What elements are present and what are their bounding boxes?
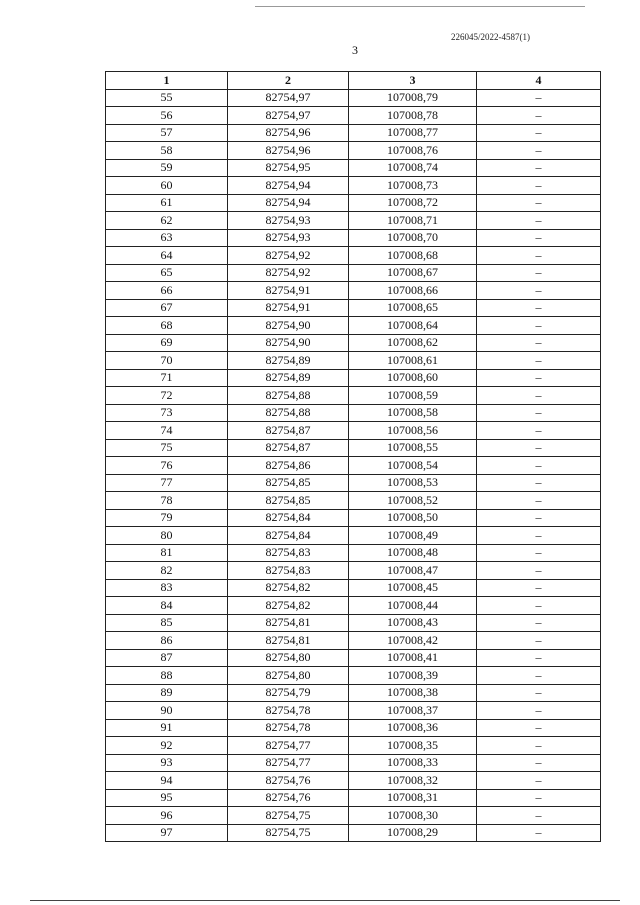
- point-number-cell: 67: [106, 299, 228, 317]
- table-row: [106, 247, 601, 265]
- table-row: [106, 124, 601, 142]
- x-coordinate-cell: 82754,76: [228, 772, 349, 790]
- x-coordinate-cell: 82754,78: [228, 719, 349, 737]
- y-coordinate-cell: 107008,30: [349, 807, 477, 825]
- y-coordinate-cell: 107008,71: [349, 212, 477, 230]
- note-cell: –: [477, 789, 601, 807]
- point-number-cell: 92: [106, 737, 228, 755]
- note-cell: –: [477, 492, 601, 510]
- table-row: [106, 369, 601, 387]
- point-number-cell: 59: [106, 159, 228, 177]
- note-cell: –: [477, 282, 601, 300]
- table-row: [106, 387, 601, 405]
- note-cell: –: [477, 124, 601, 142]
- note-cell: –: [477, 142, 601, 160]
- point-number-cell: 64: [106, 247, 228, 265]
- point-number-cell: 57: [106, 124, 228, 142]
- table-row: [106, 754, 601, 772]
- x-coordinate-cell: 82754,86: [228, 457, 349, 475]
- point-number-cell: 71: [106, 369, 228, 387]
- y-coordinate-cell: 107008,42: [349, 632, 477, 650]
- table-row: [106, 177, 601, 195]
- column-header: 3: [349, 72, 477, 90]
- table-row: [106, 527, 601, 545]
- x-coordinate-cell: 82754,79: [228, 684, 349, 702]
- point-number-cell: 81: [106, 544, 228, 562]
- x-coordinate-cell: 82754,80: [228, 649, 349, 667]
- x-coordinate-cell: 82754,85: [228, 492, 349, 510]
- point-number-cell: 90: [106, 702, 228, 720]
- y-coordinate-cell: 107008,52: [349, 492, 477, 510]
- x-coordinate-cell: 82754,78: [228, 702, 349, 720]
- note-cell: –: [477, 439, 601, 457]
- x-coordinate-cell: 82754,81: [228, 632, 349, 650]
- note-cell: –: [477, 387, 601, 405]
- point-number-cell: 73: [106, 404, 228, 422]
- point-number-cell: 91: [106, 719, 228, 737]
- x-coordinate-cell: 82754,82: [228, 597, 349, 615]
- note-cell: –: [477, 247, 601, 265]
- point-number-cell: 68: [106, 317, 228, 335]
- table-header-row: [106, 72, 601, 90]
- x-coordinate-cell: 82754,87: [228, 439, 349, 457]
- note-cell: –: [477, 107, 601, 125]
- table-row: [106, 422, 601, 440]
- y-coordinate-cell: 107008,67: [349, 264, 477, 282]
- note-cell: –: [477, 264, 601, 282]
- table-row: [106, 299, 601, 317]
- note-cell: –: [477, 334, 601, 352]
- note-cell: –: [477, 404, 601, 422]
- table-row: [106, 159, 601, 177]
- y-coordinate-cell: 107008,61: [349, 352, 477, 370]
- y-coordinate-cell: 107008,33: [349, 754, 477, 772]
- x-coordinate-cell: 82754,83: [228, 544, 349, 562]
- y-coordinate-cell: 107008,36: [349, 719, 477, 737]
- table-row: [106, 474, 601, 492]
- note-cell: –: [477, 509, 601, 527]
- point-number-cell: 88: [106, 667, 228, 685]
- point-number-cell: 96: [106, 807, 228, 825]
- y-coordinate-cell: 107008,76: [349, 142, 477, 160]
- table-row: [106, 282, 601, 300]
- note-cell: –: [477, 754, 601, 772]
- x-coordinate-cell: 82754,97: [228, 107, 349, 125]
- point-number-cell: 74: [106, 422, 228, 440]
- y-coordinate-cell: 107008,53: [349, 474, 477, 492]
- y-coordinate-cell: 107008,58: [349, 404, 477, 422]
- table-row: [106, 142, 601, 160]
- y-coordinate-cell: 107008,55: [349, 439, 477, 457]
- y-coordinate-cell: 107008,79: [349, 89, 477, 107]
- table-row: [106, 334, 601, 352]
- x-coordinate-cell: 82754,89: [228, 369, 349, 387]
- table-body: [106, 89, 601, 842]
- table-row: [106, 597, 601, 615]
- y-coordinate-cell: 107008,70: [349, 229, 477, 247]
- note-cell: –: [477, 194, 601, 212]
- note-cell: –: [477, 369, 601, 387]
- y-coordinate-cell: 107008,60: [349, 369, 477, 387]
- note-cell: –: [477, 527, 601, 545]
- point-number-cell: 93: [106, 754, 228, 772]
- x-coordinate-cell: 82754,96: [228, 142, 349, 160]
- point-number-cell: 76: [106, 457, 228, 475]
- note-cell: –: [477, 632, 601, 650]
- page-number: 3: [352, 43, 358, 57]
- note-cell: –: [477, 177, 601, 195]
- note-cell: –: [477, 89, 601, 107]
- point-number-cell: 83: [106, 579, 228, 597]
- y-coordinate-cell: 107008,50: [349, 509, 477, 527]
- point-number-cell: 86: [106, 632, 228, 650]
- x-coordinate-cell: 82754,85: [228, 474, 349, 492]
- bottom-rule: [30, 900, 620, 901]
- table-row: [106, 562, 601, 580]
- note-cell: –: [477, 737, 601, 755]
- y-coordinate-cell: 107008,32: [349, 772, 477, 790]
- y-coordinate-cell: 107008,35: [349, 737, 477, 755]
- note-cell: –: [477, 212, 601, 230]
- note-cell: –: [477, 684, 601, 702]
- y-coordinate-cell: 107008,31: [349, 789, 477, 807]
- x-coordinate-cell: 82754,97: [228, 89, 349, 107]
- y-coordinate-cell: 107008,59: [349, 387, 477, 405]
- point-number-cell: 69: [106, 334, 228, 352]
- point-number-cell: 78: [106, 492, 228, 510]
- note-cell: –: [477, 159, 601, 177]
- top-rule: [255, 6, 585, 7]
- x-coordinate-cell: 82754,90: [228, 334, 349, 352]
- note-cell: –: [477, 352, 601, 370]
- note-cell: –: [477, 702, 601, 720]
- table-row: [106, 719, 601, 737]
- table-row: [106, 737, 601, 755]
- y-coordinate-cell: 107008,68: [349, 247, 477, 265]
- table-row: [106, 404, 601, 422]
- table-row: [106, 824, 601, 842]
- column-header: 1: [106, 72, 228, 90]
- coordinates-table: [105, 71, 601, 842]
- point-number-cell: 55: [106, 89, 228, 107]
- point-number-cell: 84: [106, 597, 228, 615]
- point-number-cell: 56: [106, 107, 228, 125]
- table-row: [106, 212, 601, 230]
- x-coordinate-cell: 82754,93: [228, 229, 349, 247]
- y-coordinate-cell: 107008,43: [349, 614, 477, 632]
- x-coordinate-cell: 82754,95: [228, 159, 349, 177]
- note-cell: –: [477, 579, 601, 597]
- x-coordinate-cell: 82754,92: [228, 247, 349, 265]
- note-cell: –: [477, 667, 601, 685]
- note-cell: –: [477, 229, 601, 247]
- y-coordinate-cell: 107008,66: [349, 282, 477, 300]
- point-number-cell: 79: [106, 509, 228, 527]
- table-row: [106, 807, 601, 825]
- note-cell: –: [477, 614, 601, 632]
- table-row: [106, 89, 601, 107]
- note-cell: –: [477, 597, 601, 615]
- y-coordinate-cell: 107008,29: [349, 824, 477, 842]
- x-coordinate-cell: 82754,88: [228, 387, 349, 405]
- table-row: [106, 544, 601, 562]
- point-number-cell: 97: [106, 824, 228, 842]
- point-number-cell: 63: [106, 229, 228, 247]
- point-number-cell: 87: [106, 649, 228, 667]
- y-coordinate-cell: 107008,65: [349, 299, 477, 317]
- table-row: [106, 614, 601, 632]
- table-row: [106, 579, 601, 597]
- note-cell: –: [477, 474, 601, 492]
- point-number-cell: 65: [106, 264, 228, 282]
- point-number-cell: 70: [106, 352, 228, 370]
- y-coordinate-cell: 107008,72: [349, 194, 477, 212]
- x-coordinate-cell: 82754,83: [228, 562, 349, 580]
- table-row: [106, 317, 601, 335]
- column-header: 2: [228, 72, 349, 90]
- x-coordinate-cell: 82754,77: [228, 737, 349, 755]
- table-row: [106, 492, 601, 510]
- point-number-cell: 94: [106, 772, 228, 790]
- y-coordinate-cell: 107008,64: [349, 317, 477, 335]
- table-row: [106, 439, 601, 457]
- document-number: 226045/2022-4587(1): [451, 32, 530, 42]
- x-coordinate-cell: 82754,93: [228, 212, 349, 230]
- column-header: 4: [477, 72, 601, 90]
- point-number-cell: 82: [106, 562, 228, 580]
- point-number-cell: 60: [106, 177, 228, 195]
- x-coordinate-cell: 82754,88: [228, 404, 349, 422]
- table-row: [106, 229, 601, 247]
- y-coordinate-cell: 107008,49: [349, 527, 477, 545]
- table-row: [106, 107, 601, 125]
- table-row: [106, 264, 601, 282]
- x-coordinate-cell: 82754,84: [228, 527, 349, 545]
- point-number-cell: 85: [106, 614, 228, 632]
- point-number-cell: 75: [106, 439, 228, 457]
- table-row: [106, 789, 601, 807]
- point-number-cell: 77: [106, 474, 228, 492]
- table-row: [106, 632, 601, 650]
- x-coordinate-cell: 82754,94: [228, 177, 349, 195]
- x-coordinate-cell: 82754,90: [228, 317, 349, 335]
- x-coordinate-cell: 82754,82: [228, 579, 349, 597]
- y-coordinate-cell: 107008,77: [349, 124, 477, 142]
- point-number-cell: 66: [106, 282, 228, 300]
- x-coordinate-cell: 82754,80: [228, 667, 349, 685]
- table-row: [106, 352, 601, 370]
- table-row: [106, 772, 601, 790]
- table-row: [106, 649, 601, 667]
- note-cell: –: [477, 544, 601, 562]
- y-coordinate-cell: 107008,73: [349, 177, 477, 195]
- point-number-cell: 72: [106, 387, 228, 405]
- table-row: [106, 702, 601, 720]
- x-coordinate-cell: 82754,76: [228, 789, 349, 807]
- table-row: [106, 667, 601, 685]
- y-coordinate-cell: 107008,45: [349, 579, 477, 597]
- y-coordinate-cell: 107008,54: [349, 457, 477, 475]
- x-coordinate-cell: 82754,75: [228, 807, 349, 825]
- y-coordinate-cell: 107008,56: [349, 422, 477, 440]
- table-row: [106, 457, 601, 475]
- x-coordinate-cell: 82754,94: [228, 194, 349, 212]
- note-cell: –: [477, 824, 601, 842]
- x-coordinate-cell: 82754,77: [228, 754, 349, 772]
- note-cell: –: [477, 422, 601, 440]
- point-number-cell: 80: [106, 527, 228, 545]
- point-number-cell: 62: [106, 212, 228, 230]
- table-row: [106, 509, 601, 527]
- note-cell: –: [477, 299, 601, 317]
- y-coordinate-cell: 107008,78: [349, 107, 477, 125]
- y-coordinate-cell: 107008,39: [349, 667, 477, 685]
- x-coordinate-cell: 82754,81: [228, 614, 349, 632]
- x-coordinate-cell: 82754,89: [228, 352, 349, 370]
- x-coordinate-cell: 82754,75: [228, 824, 349, 842]
- x-coordinate-cell: 82754,87: [228, 422, 349, 440]
- note-cell: –: [477, 562, 601, 580]
- point-number-cell: 58: [106, 142, 228, 160]
- note-cell: –: [477, 719, 601, 737]
- x-coordinate-cell: 82754,91: [228, 299, 349, 317]
- point-number-cell: 61: [106, 194, 228, 212]
- y-coordinate-cell: 107008,47: [349, 562, 477, 580]
- note-cell: –: [477, 317, 601, 335]
- table-row: [106, 684, 601, 702]
- note-cell: –: [477, 649, 601, 667]
- x-coordinate-cell: 82754,84: [228, 509, 349, 527]
- x-coordinate-cell: 82754,92: [228, 264, 349, 282]
- note-cell: –: [477, 807, 601, 825]
- y-coordinate-cell: 107008,37: [349, 702, 477, 720]
- note-cell: –: [477, 457, 601, 475]
- table-row: [106, 194, 601, 212]
- x-coordinate-cell: 82754,91: [228, 282, 349, 300]
- y-coordinate-cell: 107008,41: [349, 649, 477, 667]
- x-coordinate-cell: 82754,96: [228, 124, 349, 142]
- point-number-cell: 89: [106, 684, 228, 702]
- note-cell: –: [477, 772, 601, 790]
- y-coordinate-cell: 107008,74: [349, 159, 477, 177]
- point-number-cell: 95: [106, 789, 228, 807]
- y-coordinate-cell: 107008,48: [349, 544, 477, 562]
- y-coordinate-cell: 107008,62: [349, 334, 477, 352]
- y-coordinate-cell: 107008,38: [349, 684, 477, 702]
- y-coordinate-cell: 107008,44: [349, 597, 477, 615]
